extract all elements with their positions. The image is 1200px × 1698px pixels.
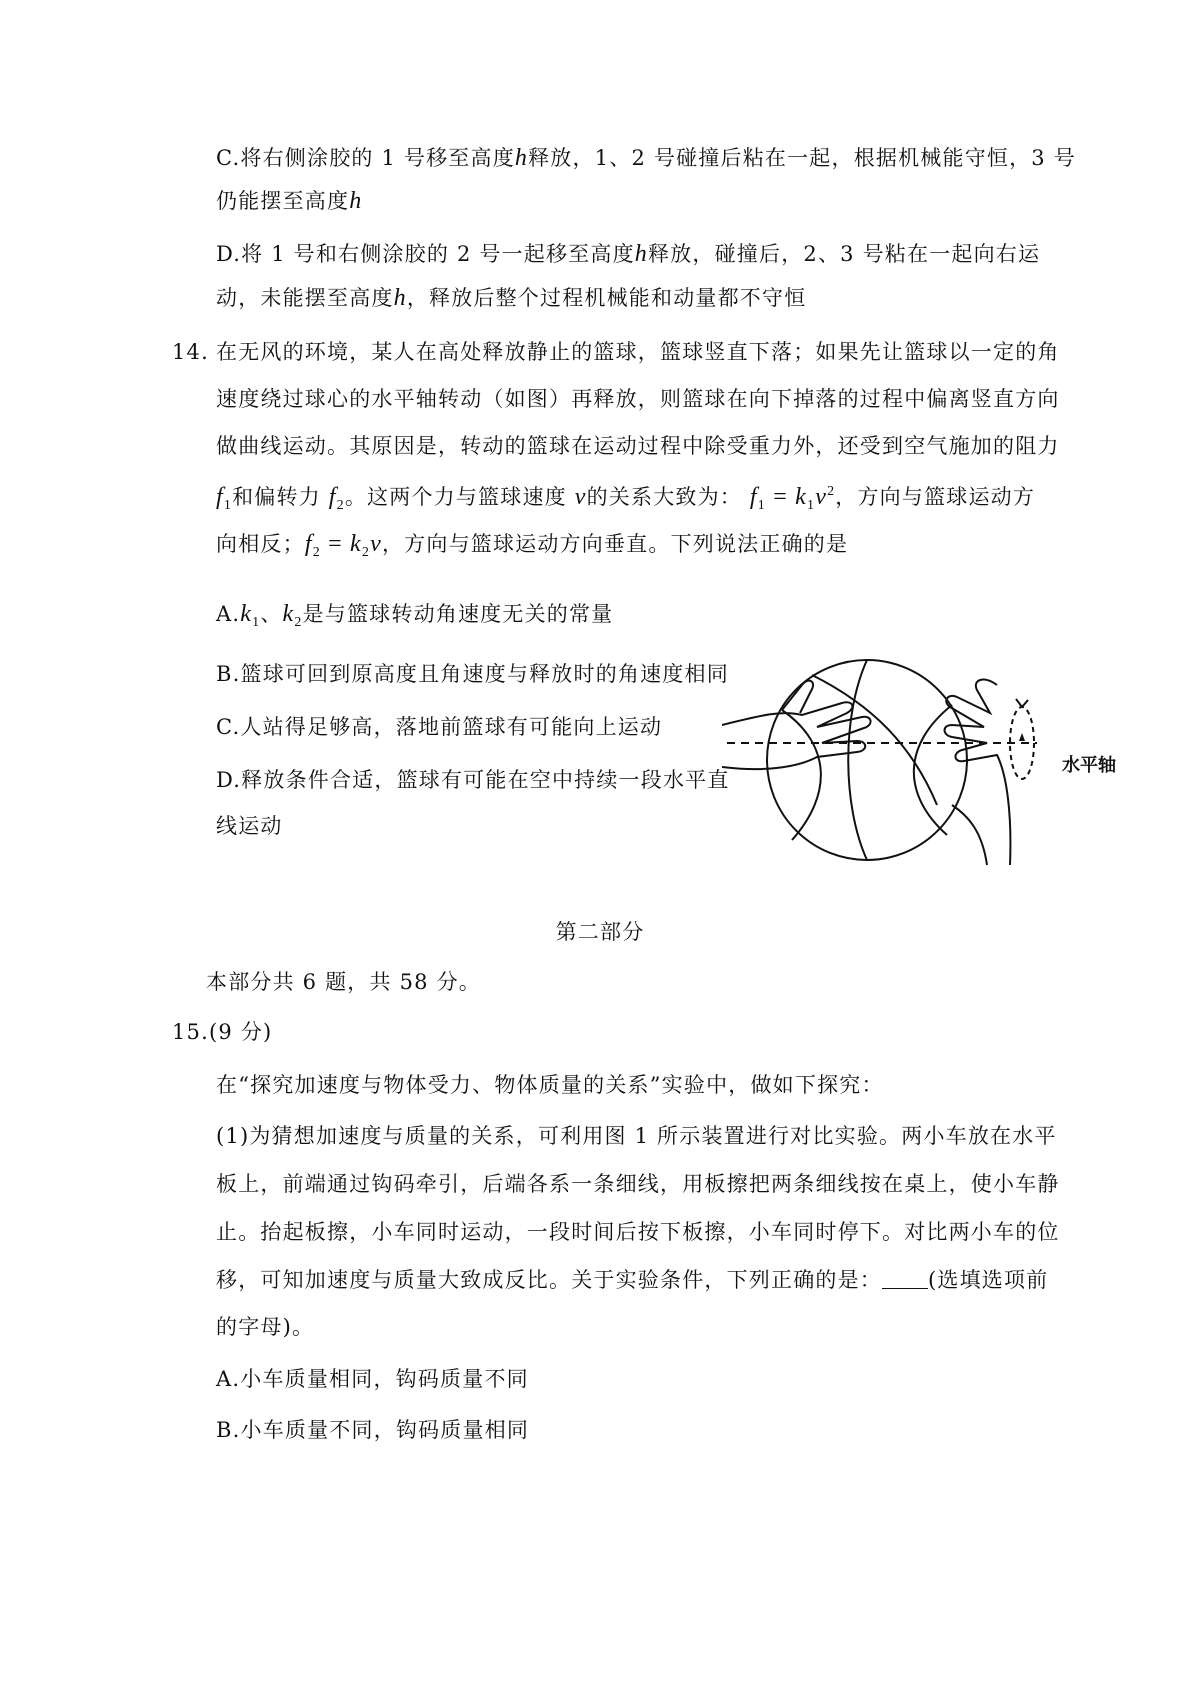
q15-part1-line5: 的字母)。 (216, 1315, 315, 1339)
f2-symbol: $f_2$ (328, 484, 345, 513)
f2-formula: $f_2 = k_2v$ (304, 531, 382, 560)
part2-title: 第二部分 (555, 920, 645, 944)
q13-option-d-line1: D.将 1 号和右侧涂胶的 2 号一起移至高度h释放，碰撞后，2、3 号粘在一起向右运 (216, 241, 1041, 267)
q15-part1-line2: 板上，前端通过钩码牵引，后端各系一条细线，用板擦把两条细线按在桌上，使小车静 (216, 1172, 1060, 1196)
q14-stem-line1: 在无风的环境，某人在高处释放静止的篮球，篮球竖直下落；如果先让篮球以一定的角 (216, 340, 1060, 364)
q15-header: 15.(9 分) (172, 1020, 273, 1044)
q14-option-a: $A.k_1$、$k_2$是与篮球转动角速度无关的常量 (216, 601, 614, 630)
q15-intro: 在“探究加速度与物体受力、物体质量的关系”实验中，做如下探究： (216, 1073, 884, 1097)
q14-option-c: C.人站得足够高，落地前篮球有可能向上运动 (216, 715, 663, 739)
rotation-arrow-icon (1016, 699, 1028, 707)
f1-formula: $f_1 = k_1v^2$ (749, 484, 836, 513)
q15-part1-line4: 移，可知加速度与质量大致成反比。关于实验条件，下列正确的是： (选填选项前 (216, 1268, 1049, 1292)
q15-part1-line1: (1)为猜想加速度与质量的关系，可利用图 1 所示装置进行对比实验。两小车放在水平 (216, 1124, 1057, 1148)
v-symbol: v (574, 484, 587, 510)
q14-option-d-line1: D.释放条件合适，篮球有可能在空中持续一段水平直 (216, 768, 730, 792)
q15-option-b: B.小车质量不同，钩码质量相同 (216, 1418, 530, 1442)
part2-description: 本部分共 6 题，共 58 分。 (206, 970, 481, 994)
answer-blank[interactable] (882, 1268, 928, 1289)
horizontal-axis-label: 水平轴 (1062, 755, 1116, 776)
q14-stem-line3: 做曲线运动。其原因是，转动的篮球在运动过程中除受重力外，还受到空气施加的阻力 (216, 434, 1060, 458)
basketball-rotation-figure (722, 655, 1132, 875)
q14-option-b: B.篮球可回到原高度且角速度与释放时的角速度相同 (216, 662, 729, 686)
q14-stem-line4: $f_1$和偏转力 $f_2$。这两个力与篮球速度 v的关系大致为： $f_1 = k_1v^2$，方向与篮球运动方 (216, 484, 1036, 513)
q13-option-c-line1: C.将右侧涂胶的 1 号移至高度h释放，1、2 号碰撞后粘在一起，根据机械能守恒，3 号 (216, 145, 1076, 171)
q13-option-c-line2: 仍能摆至高度h (216, 188, 363, 214)
q14-number: 14. (172, 340, 209, 364)
q13-option-d-line2: 动，未能摆至高度h，释放后整个过程机械能和动量都不守恒 (216, 285, 807, 311)
q14-option-d-line2: 线运动 (216, 814, 283, 838)
q14-stem-line5: 向相反；$f_2 = k_2v$，方向与篮球运动方向垂直。下列说法正确的是 (216, 531, 849, 560)
q15-option-a: A.小车质量相同，钩码质量不同 (216, 1367, 529, 1391)
q14-stem-line2: 速度绕过球心的水平轴转动（如图）再释放，则篮球在向下掉落的过程中偏离竖直方向 (216, 387, 1060, 411)
f1-symbol: $f_1$ (216, 484, 233, 513)
q15-part1-line3: 止。抬起板擦，小车同时运动，一段时间后按下板擦，小车同时停下。对比两小车的位 (216, 1220, 1060, 1244)
